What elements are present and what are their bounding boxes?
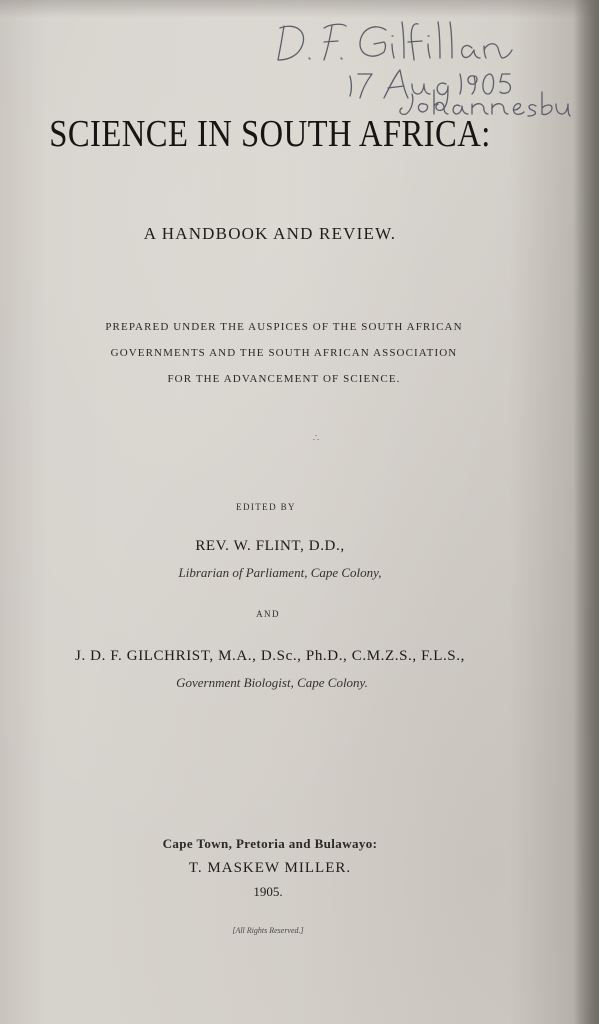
page-right-edge (573, 0, 599, 1024)
printer-ornament: ∴ (312, 433, 320, 444)
imprint-year: 1905. (253, 884, 283, 899)
prepared-line-1: PREPARED UNDER THE AUSPICES OF THE SOUTH AFRICAN (105, 321, 463, 333)
imprint-publisher: T. MASKEW MILLER. (188, 860, 352, 876)
editor-1-name: REV. W. FLINT, D.D., (195, 538, 345, 554)
edited-by-label: EDITED BY (236, 502, 296, 512)
editor-2-affiliation: Government Biologist, Cape Colony. (176, 675, 368, 690)
book-title: SCIENCE IN SOUTH AFRICA: (49, 113, 491, 155)
prepared-line-3: FOR THE ADVANCEMENT OF SCIENCE. (167, 373, 401, 385)
editor-1-affiliation: Librarian of Parliament, Cape Colony, (178, 565, 382, 580)
and-label: AND (256, 609, 280, 619)
book-subtitle: A HANDBOOK AND REVIEW. (143, 224, 397, 243)
handwritten-inscription (262, 14, 572, 124)
rights-notice: [All Rights Reserved.] (232, 926, 304, 935)
prepared-line-2: GOVERNMENTS AND THE SOUTH AFRICAN ASSOCIATION (110, 347, 458, 359)
editor-2-name: J. D. F. GILCHRIST, M.A., D.Sc., Ph.D., C.M.Z.S., F.L.S., (75, 648, 465, 664)
imprint-place: Cape Town, Pretoria and Bulawayo: (162, 836, 378, 851)
